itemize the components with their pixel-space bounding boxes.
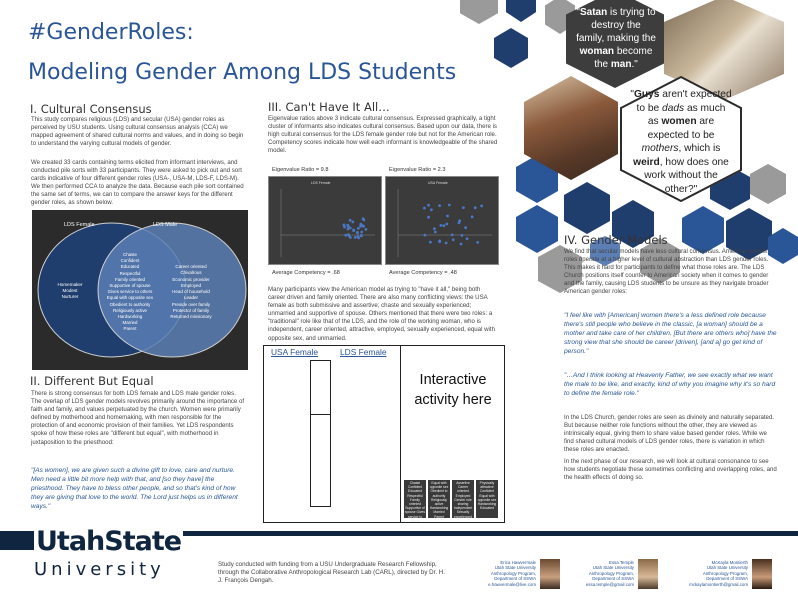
- venn-center-item: Educated: [120, 264, 140, 270]
- quote-satan: [576, 6, 656, 71]
- activity-box[interactable]: [263, 345, 505, 523]
- scatter-point: [430, 208, 433, 211]
- section4-quote2: "…And I think looking at Heavenly Father, we see exactly what we want the male to be like, and exactly, kind of why you imagine why it's so hard to define the female role.": [564, 372, 776, 397]
- quote-guys: [630, 88, 732, 196]
- footer-funding: Study conducted with funding from a USU Undergraduate Research Fellowship, through the Collaborative Anthropological Research Lab (CARL), directed by Dr. H. J. François Dengah.: [218, 561, 445, 585]
- quote-guys-d: , which is: [678, 143, 721, 154]
- venn-center-item: Parent: [123, 326, 137, 332]
- quote-guys-open: ": [630, 89, 634, 100]
- credit-line: Utah State University: [592, 565, 634, 571]
- activity-prompt: Interactive activity here: [414, 372, 492, 408]
- venn-center-items: [100, 252, 160, 333]
- section2-quote: "[As women], we are given such a divine gift to love, care and nurture. Men need a little bit more help with that, and [so they have] the priesthood. They have to bless other people, and so that's kind of how they are giving that love to the world. The Lord just helps us in different ways.": [31, 467, 238, 510]
- poster-title-line1: #GenderRoles:: [28, 20, 194, 45]
- credit-essa: [568, 560, 634, 587]
- credit-line: Anthropology Program,: [702, 570, 748, 576]
- scatter-point: [357, 227, 360, 230]
- scatter-point: [451, 234, 454, 237]
- venn-right-item: Economic provider: [172, 276, 210, 282]
- scatter-point: [445, 242, 448, 245]
- scatter-point: [360, 231, 363, 234]
- scatter-point: [461, 234, 464, 237]
- quote-satan-mid2: become the: [594, 46, 653, 70]
- logo-university: University: [34, 559, 165, 580]
- credit-line: Anthropology Program,: [490, 570, 536, 576]
- activity-card[interactable]: Physically attractive Confident Equal with opposite sex Hardworking Educated: [476, 480, 498, 518]
- venn-center-item: Hardworking: [117, 314, 143, 320]
- scatter-point: [347, 228, 350, 231]
- scatter-point: [474, 206, 477, 209]
- quote-guys-e: , how does one work without the other?": [644, 156, 729, 195]
- venn-center-item: Married: [122, 320, 138, 326]
- credit-line: Anthropology Program,: [588, 570, 634, 576]
- venn-right-item: Preside over family: [171, 301, 211, 307]
- scatter-point: [360, 235, 363, 238]
- scatter-point: [427, 204, 430, 207]
- quote-guys-italic1: dads: [662, 102, 685, 114]
- quote-guys-bold1: Guys: [633, 89, 660, 100]
- section4-paragraph1: We find that secular models have less cultural consensus. American gender roles operate at a higher level of cultural abstraction than LDS gender roles. This makes it hard for participants to define what those roles are. The LDS Church positions itself counter to American society when it comes to gender and the family, causing LDS students to be unsure as they navigate broader American gender roles:: [564, 248, 769, 296]
- scatter-point: [359, 223, 362, 226]
- scatter-point: [480, 205, 483, 208]
- hex-decor: [564, 182, 610, 234]
- credit-line: Utah State University: [706, 565, 748, 571]
- scatter-point: [351, 221, 354, 224]
- credit-line: Utah State University: [494, 565, 536, 571]
- venn-center-item: Equal with opposite sex: [106, 295, 154, 301]
- section4-heading: IV. Gender Models: [564, 233, 668, 247]
- logo-utahstate: UtahState: [36, 526, 182, 557]
- section1-paragraph2: We created 33 cards containing terms elicited from informant interviews, and conducted pile sorts with 33 participants. They were asked to pick out and sort cards indicative of four different gender roles (USA-, USA-M, LDS-F, LDS-M). We then performed CCA to analyze the data. Because each pile sort contained the same set of terms, we can to compare the answer keys for the different gender roles, as shown below.: [31, 159, 244, 207]
- scatter-point: [462, 206, 465, 209]
- scatter-point: [443, 224, 446, 227]
- venn-center-item: Obedient to authority: [109, 301, 151, 307]
- scatter-point: [438, 240, 441, 243]
- venn-center-item: Family oriented: [114, 276, 145, 282]
- venn-right-item: Returned missionary: [170, 314, 212, 320]
- scatter-point: [471, 216, 474, 219]
- chart2-eigen-label: Eigenvalue Ratio = 2.3: [389, 167, 446, 173]
- chart-lds-female: [268, 176, 382, 265]
- scatter-point: [354, 236, 357, 239]
- scatter-point: [476, 241, 479, 244]
- venn-left-item: Modest: [62, 288, 78, 294]
- venn-right-item: Head of household: [172, 289, 210, 295]
- scatter-point: [347, 225, 350, 228]
- venn-right-item: Leader: [183, 295, 198, 301]
- quote-satan-bold3: man: [610, 59, 632, 70]
- quote-guys-c: are expected to be: [647, 116, 715, 141]
- scatter-point: [458, 219, 461, 222]
- quote-guys-italic2: mothers: [641, 143, 679, 154]
- scatter-point: [438, 204, 441, 207]
- hex-decor: [750, 164, 786, 204]
- chart1-eigen-label: Eigenvalue Ratio = 9.8: [272, 167, 329, 173]
- activity-tab-lds-female[interactable]: LDS Female: [340, 347, 387, 357]
- credit-email: essa.temple@gmail.com: [585, 581, 634, 587]
- avatar-essa: [638, 559, 658, 589]
- scatter-point: [362, 219, 365, 222]
- activity-tab-usa-female[interactable]: USA Female: [271, 347, 319, 357]
- activity-cutout-notch: [310, 414, 331, 415]
- credit-email: e.hawvermale@live.com: [488, 581, 536, 587]
- venn-left-label: LDS Female: [64, 222, 95, 228]
- chart1-plot: [269, 177, 381, 264]
- scatter-point: [429, 241, 432, 244]
- section4-paragraph3: In the next phase of our research, we will look at cultural consonance to see how students negotiate these sometimes conflicting and overlapping roles, and the health effects of doing so.: [564, 458, 777, 482]
- scatter-point: [424, 234, 427, 237]
- credit-line: Department of SSWA: [706, 576, 748, 582]
- venn-left-items: [44, 282, 96, 301]
- hex-decor: [494, 28, 528, 68]
- section1-paragraph1: This study compares religious (LDS) and secular (USA) gender roles as perceived by USU students. Using cultural consensus analysis (CCA) we mapped agreement of shared cultural norms and values, and in doing so begin to understand the varying cultural models of gender.: [31, 116, 244, 148]
- venn-right-item: Employed: [180, 282, 201, 288]
- quote-guys-b: as much as: [647, 102, 726, 127]
- section3-heading: III. Can't Have It All…: [268, 100, 390, 114]
- avatar-erica: [540, 559, 560, 589]
- quote-satan-bold1: Satan: [579, 7, 608, 18]
- venn-right-item: Career oriented: [175, 264, 207, 269]
- chart-usa-female: [385, 176, 499, 265]
- scatter-point: [343, 226, 346, 229]
- venn-center-item: Confident: [120, 258, 140, 264]
- quote-satan-open: ": [576, 7, 580, 18]
- venn-center-item: Gives service to others: [107, 289, 153, 295]
- scatter-point: [434, 231, 437, 234]
- chart1-title: LDS Female: [311, 181, 331, 185]
- credit-name: Erica Hawvermale: [500, 560, 536, 565]
- hex-decor: [516, 205, 558, 253]
- credit-line: Department of SSWA: [592, 576, 634, 582]
- activity-cutout: [310, 360, 331, 507]
- venn-left-item: Homemaker: [57, 282, 83, 287]
- avatar-mckayla: [752, 559, 772, 589]
- section2-paragraph: There is strong consensus for both LDS female and LDS male gender roles. The overlap of LDS gender models revolves primarily around the importance of faith and family, and values perpetuated by the church. Women were primarily defined by motherhood and homemaking, with men responsible for the protection of and economic provision of their families. Yet LDS respondents spoke of how these roles are "different but equal", with motherhood in juxtaposition to the priesthood:: [31, 390, 245, 446]
- scatter-point: [446, 215, 449, 218]
- quote-satan-close: .": [631, 59, 638, 70]
- scatter-point: [452, 238, 455, 241]
- section4-quote1: "I feel like with [American] women there's a less defined role because there's still people who believe in the classic, [a woman] should be a mother and take care of her children. [But there are others who] have the strong view that she should be career [driven], [and a] go get kind of person.": [564, 312, 777, 355]
- quote-guys-bold3: weird: [633, 156, 660, 168]
- scatter-point: [356, 231, 359, 234]
- activity-card[interactable]: Assertive Career oriented Employed Gender role sharing Independent Sexually experienced: [453, 481, 473, 519]
- scatter-point: [357, 235, 360, 238]
- scatter-point: [362, 225, 365, 228]
- scatter-point: [349, 219, 352, 222]
- scatter-point: [464, 226, 467, 229]
- venn-right-items: [158, 264, 224, 321]
- scatter-point: [466, 237, 469, 240]
- quote-satan-mid: is trying to destroy the family, making the: [576, 7, 656, 44]
- hex-decor: [682, 206, 724, 254]
- scatter-point: [448, 204, 451, 207]
- hex-decor: [460, 0, 498, 24]
- venn-center-item: Respectful: [119, 270, 141, 276]
- scatter-point: [460, 243, 463, 246]
- venn-right-label: LDS Male: [153, 222, 178, 228]
- scatter-point: [344, 234, 347, 237]
- credit-mckayla: [674, 560, 748, 587]
- hex-decor: [506, 0, 536, 22]
- venn-center-item: Supportive of spouse: [109, 283, 151, 289]
- quote-guys-a: aren't expected to be: [636, 89, 732, 114]
- scatter-point: [433, 227, 436, 230]
- venn-center-item: Chaste: [123, 252, 137, 257]
- credit-line: Department of SSWA: [494, 576, 536, 582]
- venn-right-item: Chivalrous: [180, 270, 202, 276]
- poster-title-line2: Modeling Gender Among LDS Students: [28, 60, 457, 85]
- scatter-point: [427, 216, 430, 219]
- scatter-point: [365, 228, 368, 231]
- chart2-plot: [386, 177, 498, 264]
- scatter-point: [445, 223, 448, 226]
- section2-heading: II. Different But Equal: [30, 374, 154, 388]
- credit-name: Essa Temple: [608, 560, 634, 565]
- quote-satan-bold2: woman: [579, 46, 615, 57]
- activity-divider: [400, 346, 401, 522]
- section4-paragraph2: In the LDS Church, gender roles are seen as divinely and naturally separated. But because neither role functions without the other, they are viewed as intrinsically equal, giving them to share value based gender roles. While we find shared cultural models of LDS gender roles, there is variation in which these roles are enacted.: [564, 414, 775, 454]
- chart1-competency: Average Competency = .68: [272, 270, 340, 276]
- scatter-point: [440, 224, 443, 227]
- scatter-point: [349, 236, 352, 239]
- venn-right-item: Protector of family: [172, 308, 210, 314]
- activity-card[interactable]: Equal with opposite sex Obedient to authority Religiously active Hardworking Married Parent: [429, 481, 449, 519]
- scatter-point: [423, 207, 426, 210]
- footer-band-left: [0, 536, 34, 550]
- activity-card[interactable]: Chaste Confident Educated Respectful Family oriented Supportive of spouse Gives service to others: [405, 481, 425, 523]
- credit-email: mckaylamontierth@gmail.com: [689, 581, 748, 587]
- venn-center-item: Religiously active: [113, 307, 147, 313]
- section3-paragraph2: Many participants view the American model as trying to "have it all," being both career driven and family oriented. There are also many conflicting views: the USA female as both submissive and assertive; chaste and sexually experienced; unmarried and supportive of spouse. Others mentioned that there were two roles: a "traditional" role like that of the LDS, and the role of the working woman, who is independent, career oriented, attractive, employed, sexually experienced, equal with opposite sex, and unmarried.: [268, 286, 495, 342]
- section1-heading: I. Cultural Consensus: [30, 102, 152, 116]
- venn-left-item: Nurturer: [61, 294, 79, 300]
- credit-name: McKayla Montierth: [711, 560, 748, 565]
- quote-guys-bold2: women: [661, 116, 697, 127]
- scatter-point: [352, 229, 355, 232]
- credit-erica: [474, 560, 536, 587]
- section3-paragraph1: Eigenvalue ratios above 3 indicate cultural consensus. Expressed graphically, a tight cluster of informants also indicates cultural consensus. Based upon our data, there is high cultural consensus for the LDS female gender role but not for the American role. Competency scores indicate how well each informant is knowledgeable of the shared model.: [268, 115, 498, 155]
- chart2-competency: Average Competency = .48: [389, 270, 457, 276]
- chart2-title: USA Female: [428, 181, 448, 185]
